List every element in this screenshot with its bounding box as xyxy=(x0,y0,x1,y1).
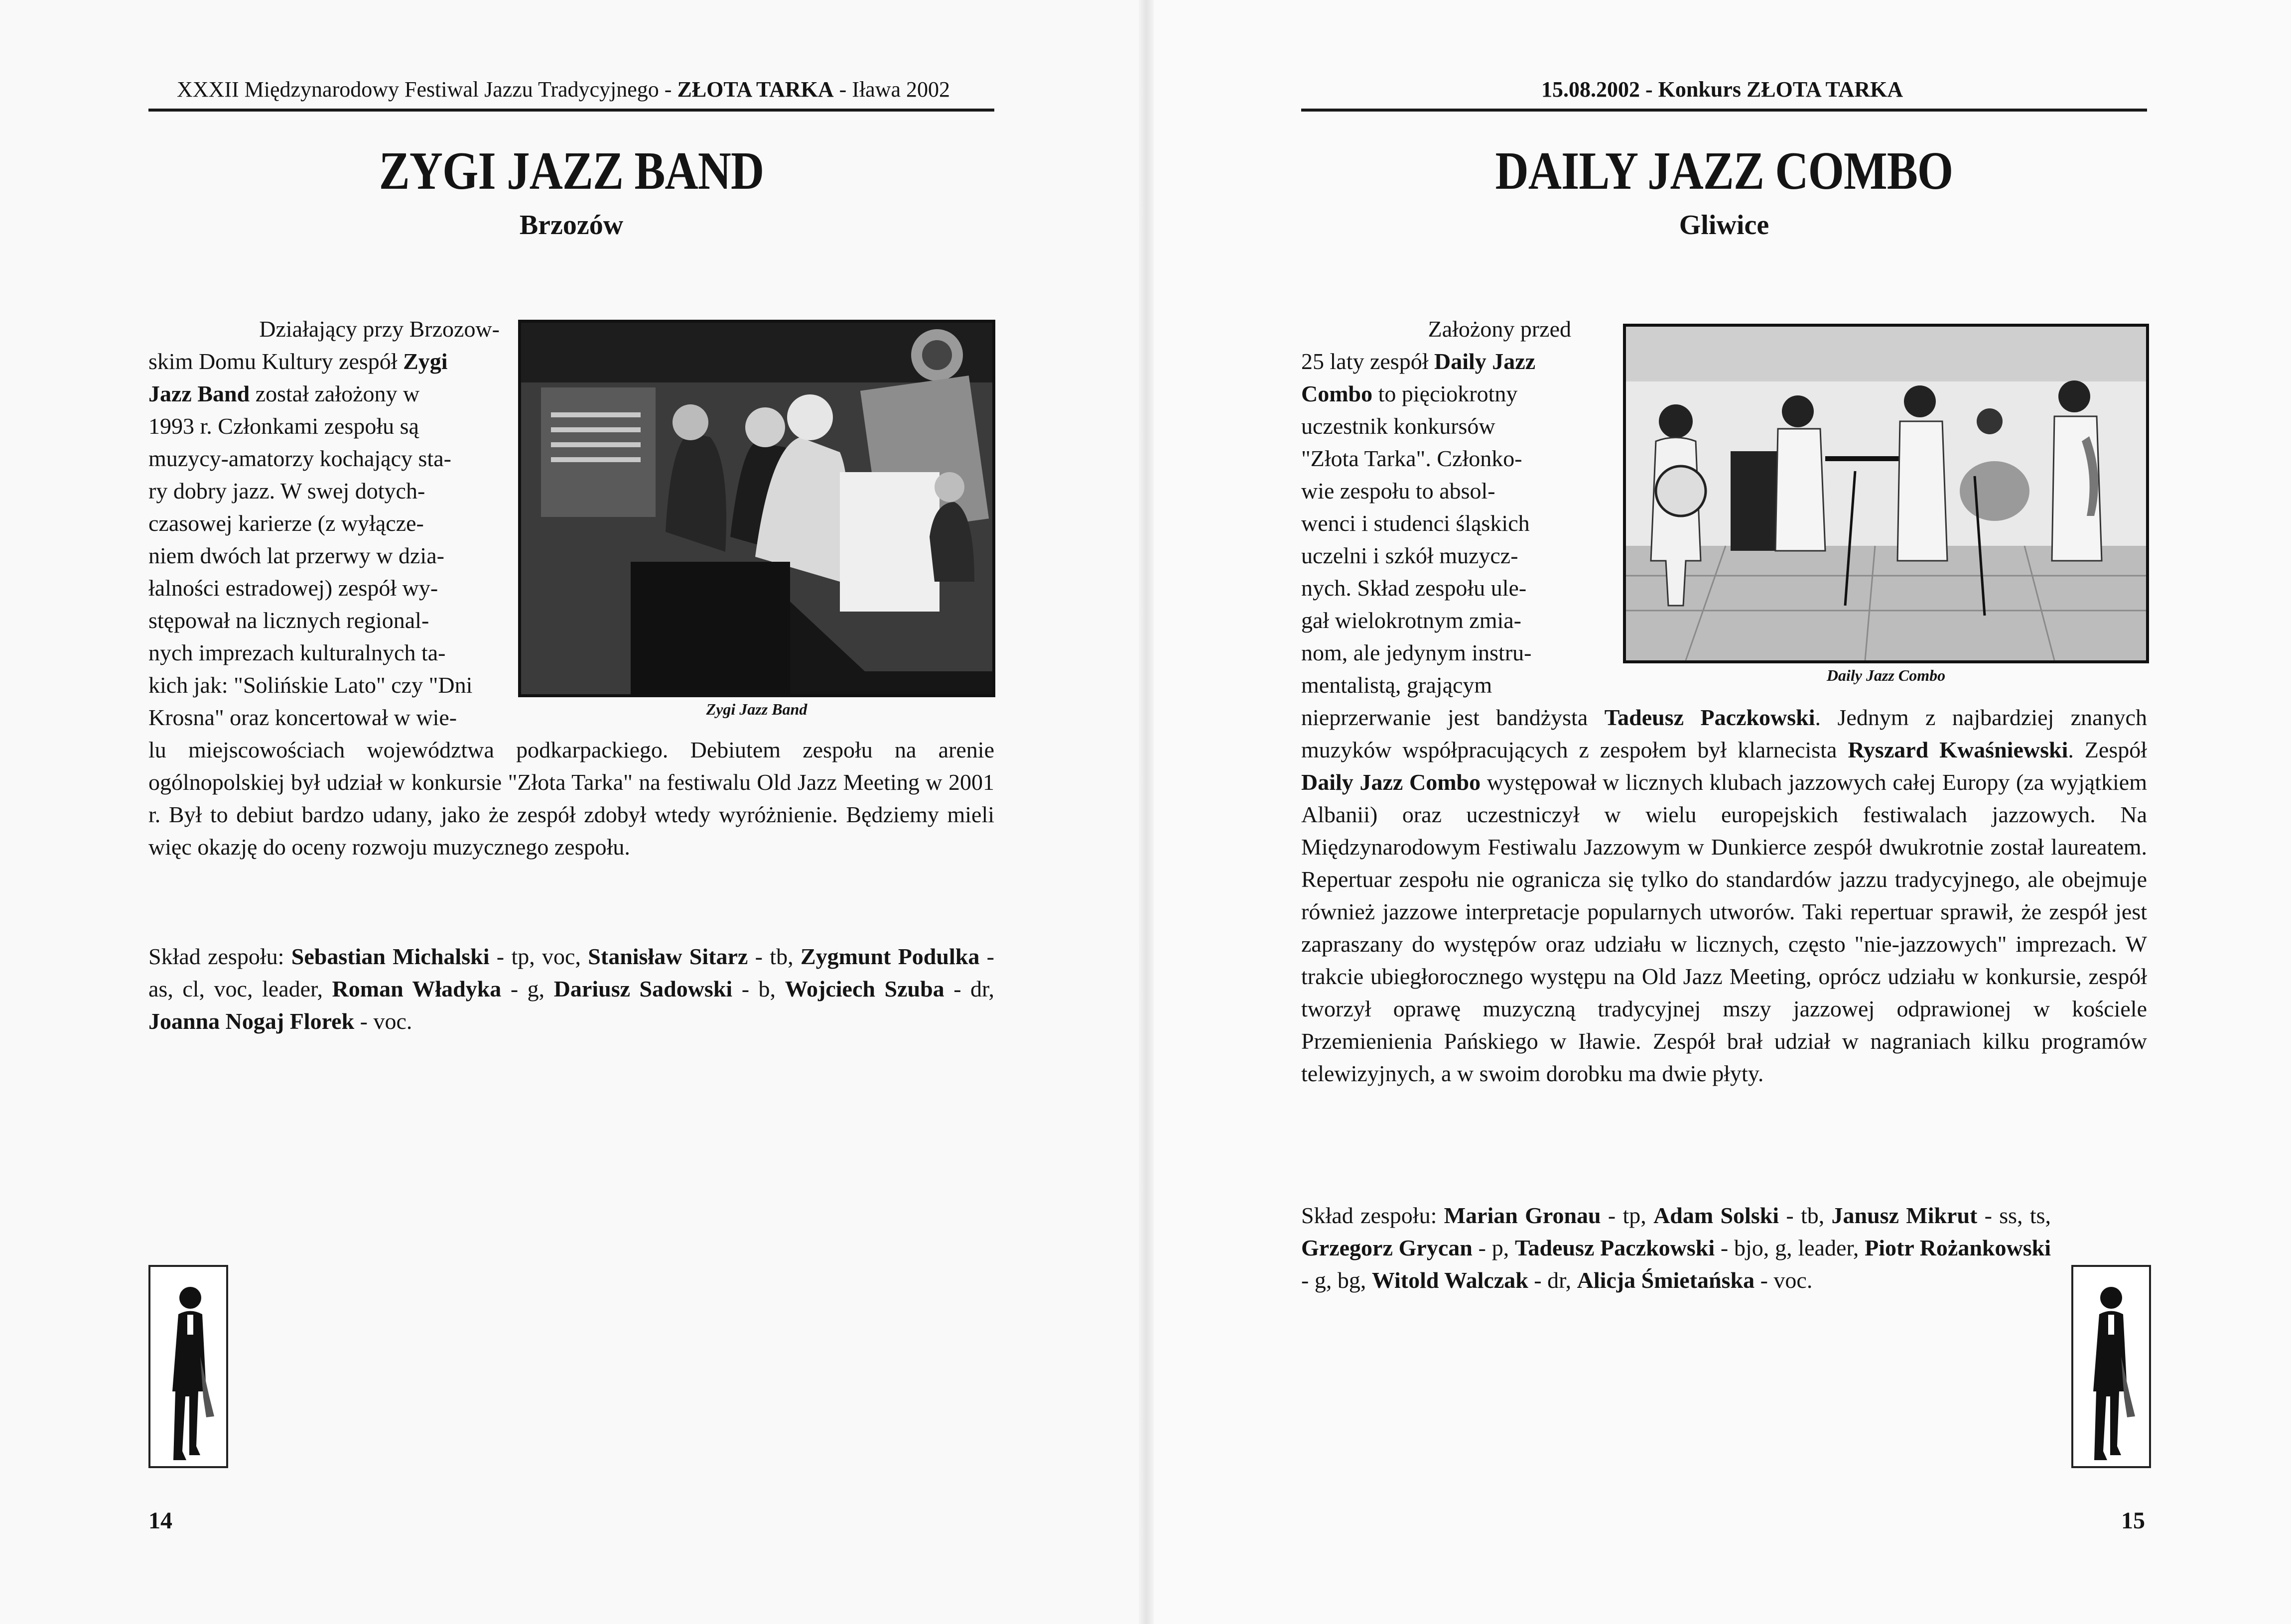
left-running-head: XXXII Międzynarodowy Festiwal Jazzu Tradycyjnego - ZŁOTA TARKA - Iława 2002 xyxy=(177,77,950,102)
wrap-line: mentalistą, grającym xyxy=(1301,672,1492,698)
left-page-subtitle: Brzozów xyxy=(519,210,624,241)
wrap-line: nych. Skład zespołu ule- xyxy=(1301,575,1527,601)
wrap-line: kich jak: "Solińskie Lato" czy "Dni xyxy=(148,672,473,698)
zygi-photo-caption: Zygi Jazz Band xyxy=(706,700,808,718)
right-page-title: DAILY JAZZ COMBO xyxy=(1495,141,1953,201)
wrap-line: "Złota Tarka". Członko- xyxy=(1301,446,1522,471)
member-name: Adam Solski xyxy=(1653,1203,1779,1228)
member-name: Tadeusz Paczkowski xyxy=(1515,1235,1715,1260)
daily-jazz-combo-photo xyxy=(1623,324,2149,663)
wrap-line: wenci i studenci śląskich xyxy=(1301,510,1530,536)
right-head-rule xyxy=(1301,109,2147,112)
left-body-text: lu miejscowościach województwa podkarpackiego. Debiutem zespołu na arenie ogólnopolskiej był udział w konkursie "Złota Tarka" na festiwalu Old Jazz Meeting w 2001 r. Był to debiut bardzo udany, jako że zespół zdobył wtedy wyróżnienie. Będziemy mieli więc okazję do oceny rozwoju muzycznego zespołu. xyxy=(148,737,994,860)
member-name: Alicja Śmietańska xyxy=(1577,1267,1755,1293)
right-page-subtitle: Gliwice xyxy=(1679,210,1769,241)
wrap-line: Założony przed xyxy=(1428,316,1571,342)
member-name: Zygmunt Podulka xyxy=(800,944,980,969)
wrap-line: nom, ale jedynym instru- xyxy=(1301,640,1532,665)
left-page-title: ZYGI JAZZ BAND xyxy=(379,141,764,201)
left-page-number: 14 xyxy=(148,1507,172,1534)
member-name: Grzegorz Grycan xyxy=(1301,1235,1473,1260)
member-name: Piotr Rożankowski xyxy=(1865,1235,2051,1260)
wrap-line: Jazz Band został założony w xyxy=(148,381,420,406)
wrap-line: nych imprezach kulturalnych ta- xyxy=(148,640,446,665)
right-page-number: 15 xyxy=(2121,1507,2145,1534)
member-name: Wojciech Szuba xyxy=(785,976,944,1001)
wrap-line: 25 laty zespół Daily Jazz xyxy=(1301,349,1536,374)
member-name: Stanisław Sitarz xyxy=(588,944,748,969)
right-running-head: 15.08.2002 - Konkurs ZŁOTA TARKA xyxy=(1541,77,1903,102)
right-body-text: nieprzerwanie jest bandżysta Tadeusz Paczkowski. Jednym z najbardziej znanych muzyków współpracujących z zespołem był klarnecista Ryszard Kwaśniewski. Zespół Daily Jazz Combo występował w licznych klubach jazzowych całej Europy (za wyjątkiem Albanii) oraz uczestniczył w wielu europejskich festiwalach jazzowych. Na Międzynarodowym Festiwalu Jazzowym w Dunkierce zespół dwukrotnie został laureatem. Repertuar zespołu nie ogranicza się tylko do standardów jazzu tradycyjnego, ale obejmuje również jazzowe interpretacje popularnych utworów. Taki repertuar sprawił, że zespół jest zapraszany do występów oraz udziału w licznych, często "nie-jazzowych" imprezach. W trakcie ubiegłorocznego występu na Old Jazz Meeting, oprócz udziału w konkursie, zespół tworzył oprawę muzyczną tradycyjnej mszy jazzowej odprawionej w kościele Przemienienia Pańskiego w Iławie. Zespół brał udział w nagraniach kilku programów telewizyjnych, a w swoim dorobku ma dwie płyty. xyxy=(1301,705,2148,1086)
left-head-rule xyxy=(148,109,994,112)
wrap-line: niem dwóch lat przerwy w dzia- xyxy=(148,543,444,568)
daily-photo-caption: Daily Jazz Combo xyxy=(1826,666,1946,684)
wrap-line: Działający przy Brzozow- xyxy=(259,316,500,342)
left-lineup: Skład zespołu: Sebastian Michalski - tp, voc, Stanisław Sitarz - tb, Zygmunt Podulka - as, cl, voc, leader, Roman Władyka - g, Dariusz Sadowski - b, Wojciech Szuba - dr, Joanna Nogaj Florek - voc. xyxy=(148,944,995,1034)
right-lineup: Skład zespołu: Marian Gronau - tp, Adam Solski - tb, Janusz Mikrut - ss, ts, Grzegorz Grycan - p, Tadeusz Paczkowski - bjo, g, leader, Piotr Rożankowski - g, bg, Witold Walczak - dr, Alicja Śmietańska - voc. xyxy=(1301,1203,2051,1293)
wrap-line: wie zespołu to absol- xyxy=(1301,478,1495,503)
wrap-line: uczelni i szkół muzycz- xyxy=(1301,543,1518,568)
member-name: Janusz Mikrut xyxy=(1831,1203,1978,1228)
wrap-line: uczestnik konkursów xyxy=(1301,413,1495,439)
wrap-line: stępował na licznych regional- xyxy=(148,608,429,633)
member-name: Dariusz Sadowski xyxy=(553,976,733,1001)
wrap-line: gał wielokrotnym zmia- xyxy=(1301,608,1521,633)
member-name: Witold Walczak xyxy=(1371,1267,1528,1293)
wrap-line: ry dobry jazz. W swej dotych- xyxy=(148,478,425,503)
trumpeter-figure-right xyxy=(2071,1265,2151,1468)
book-gutter xyxy=(1139,0,1154,1624)
left-wrap-text xyxy=(148,313,500,734)
member-name: Sebastian Michalski xyxy=(291,944,490,969)
wrap-line: Krosna" oraz koncertował w wie- xyxy=(148,705,457,730)
member-name: Joanna Nogaj Florek xyxy=(148,1008,355,1034)
zygi-jazz-band-photo xyxy=(518,320,995,697)
member-name: Marian Gronau xyxy=(1444,1203,1601,1228)
trumpeter-figure-left xyxy=(148,1265,228,1468)
wrap-line: czasowej karierze (z wyłącze- xyxy=(148,510,424,536)
member-name: Roman Władyka xyxy=(332,976,502,1001)
wrap-line: łalności estradowej) zespół wy- xyxy=(148,575,438,601)
wrap-line: skim Domu Kultury zespół Zygi xyxy=(148,349,448,374)
right-wrap-text xyxy=(1301,313,1571,701)
wrap-line: muzycy-amatorzy kochający sta- xyxy=(148,446,451,471)
wrap-line: 1993 r. Członkami zespołu są xyxy=(148,413,419,439)
wrap-line: Combo to pięciokrotny xyxy=(1301,381,1518,406)
